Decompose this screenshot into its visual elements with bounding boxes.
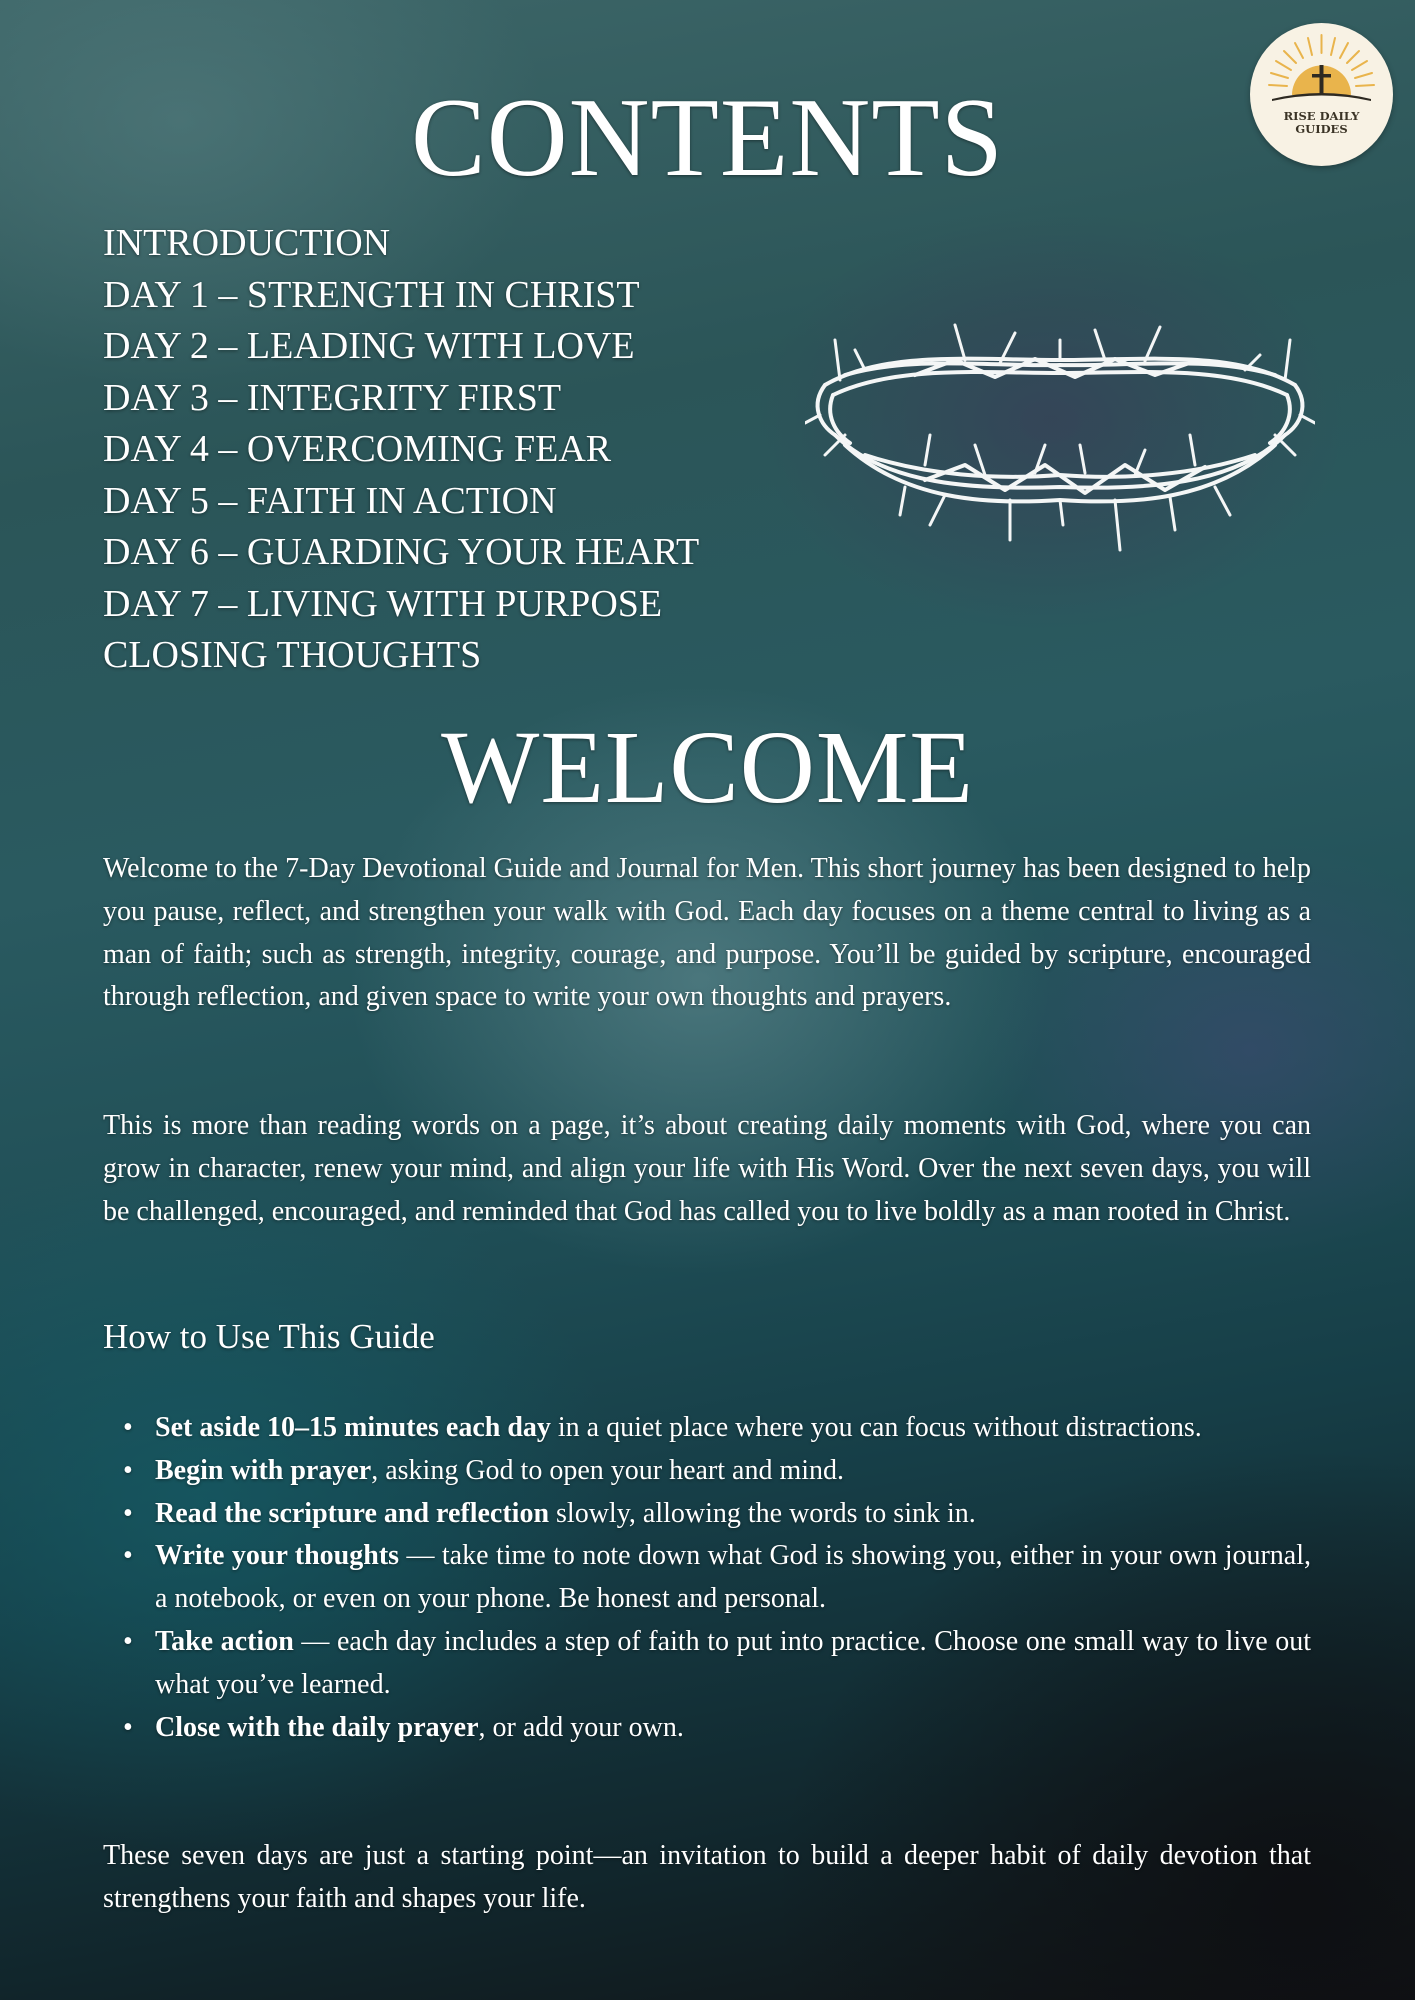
logo-line-1: RISE DAILY [1283, 109, 1360, 123]
welcome-paragraph-1: Welcome to the 7-Day Devotional Guide and Journal for Men. This short journey has been designed to help you pause, reflect, and strengthen your walk with God. Each day focuses on a theme central to living as a man of faith; such as strength, integrity, courage, and purpose. You’ll be guided by scripture, encouraged through reflection, and given space to write your own thoughts and prayers. [103, 853, 1311, 1013]
step-text: slowly, allowing the words to sink in. [549, 1497, 976, 1529]
step-bold-text: Set aside 10–15 minutes each day [155, 1412, 551, 1443]
welcome-title: WELCOME [441, 710, 974, 825]
bullet-icon: • [123, 1497, 133, 1529]
how-to-use-heading: How to Use This Guide [103, 1317, 435, 1356]
step-bold-text: Take action [155, 1625, 294, 1657]
welcome-paragraph-2: This is more than reading words on a page, it’s about creating daily moments with God, where you can grow in character, renew your mind, and align your life with His Word. Over the next seven days, you will be challenged, encouraged, and reminded that God has called you to live boldly as a man rooted in Christ. [103, 1110, 1311, 1227]
toc-item-closing-thoughts[interactable]: CLOSING THOUGHTS [103, 634, 482, 676]
step-text: — each day includes a step of faith to put into practice. Choose one small way to live out what you’ve learned. [155, 1625, 1311, 1700]
how-to-use-list [103, 1407, 1311, 1749]
list-item [103, 1450, 1311, 1493]
toc-item-day-1[interactable]: DAY 1 – STRENGTH IN CHRIST [103, 273, 640, 316]
contents-title: CONTENTS [411, 76, 1004, 200]
step-text: — take time to note down what God is showing you, either in your own journal, a notebook, or even on your phone. Be honest and personal. [155, 1540, 1311, 1615]
toc-item-introduction[interactable]: INTRODUCTION [103, 222, 391, 264]
bullet-icon: • [123, 1540, 133, 1572]
toc-item-day-7[interactable]: DAY 7 – LIVING WITH PURPOSE [103, 582, 663, 625]
step-bold-text: Write your thoughts [155, 1540, 400, 1572]
list-item [103, 1621, 1311, 1707]
bullet-icon: • [123, 1412, 133, 1443]
table-of-contents [103, 218, 699, 682]
bullet-icon: • [123, 1454, 133, 1486]
step-bold-text: Close with the daily prayer [155, 1711, 479, 1743]
step-text: in a quiet place where you can focus without distractions. [550, 1412, 1202, 1443]
closing-paragraph: These seven days are just a starting point—an invitation to build a deeper habit of daily devotion that strengthens your faith and shapes your life. [103, 1840, 1311, 1914]
toc-item-day-5[interactable]: DAY 5 – FAITH IN ACTION [103, 479, 557, 522]
step-bold-text: Read the scripture and reflection [155, 1497, 550, 1529]
toc-item-day-3[interactable]: DAY 3 – INTEGRITY FIRST [103, 376, 562, 419]
toc-item-day-4[interactable]: DAY 4 – OVERCOMING FEAR [103, 428, 612, 470]
list-item [103, 1407, 1311, 1450]
bullet-icon: • [123, 1625, 133, 1657]
toc-item-day-6[interactable]: DAY 6 – GUARDING YOUR HEART [103, 531, 700, 573]
logo-line-2: GUIDES [1295, 122, 1348, 136]
toc-item-day-2[interactable]: DAY 2 – LEADING WITH LOVE [103, 325, 635, 367]
crown-of-thorns-icon [805, 315, 1315, 555]
step-bold-text: Begin with prayer [155, 1454, 372, 1486]
step-text: , asking God to open your heart and mind. [371, 1454, 845, 1486]
step-text: , or add your own. [478, 1711, 684, 1743]
list-item [103, 1707, 1311, 1750]
list-item [103, 1493, 1311, 1536]
bullet-icon: • [123, 1711, 133, 1743]
list-item [103, 1535, 1311, 1621]
